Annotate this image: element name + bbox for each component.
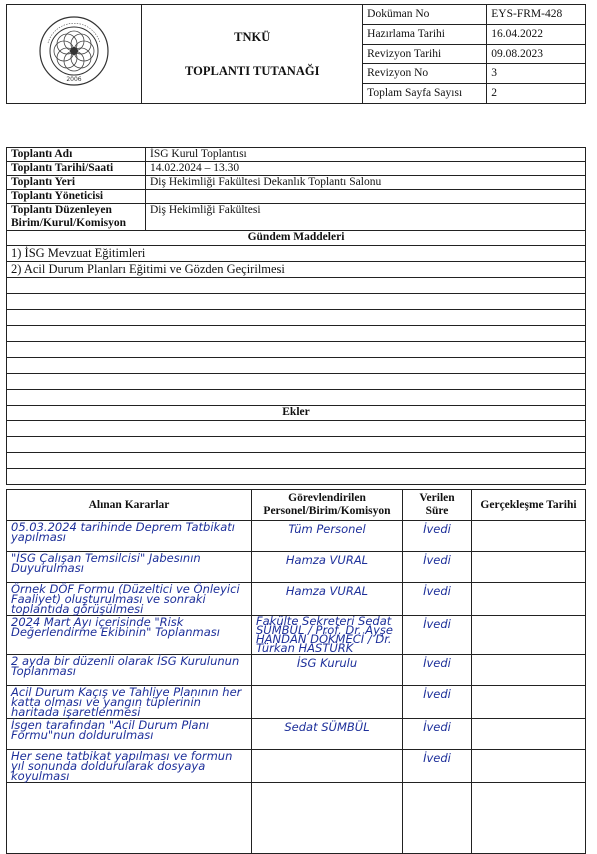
done-cell xyxy=(472,616,586,655)
agenda-title: Gündem Maddeleri xyxy=(7,231,586,246)
meta-key: Revizyon No xyxy=(363,64,487,84)
due-header: Verilen Süre xyxy=(403,490,472,521)
due-text: İvedi xyxy=(403,719,472,750)
attachments-blank-row xyxy=(7,453,586,469)
meeting-date-label: Toplantı Tarihi/Saati xyxy=(7,162,146,176)
agenda-blank-row xyxy=(7,278,586,294)
due-text: İvedi xyxy=(403,616,472,655)
decision-text: 2024 Mart Ayı içerisinde "Risk Değerlendirme Ekibinin" Toplanması xyxy=(7,616,252,655)
agenda-blank-row xyxy=(7,390,586,406)
organizer-label-line1: Toplantı Düzenleyen xyxy=(11,204,112,216)
assigned-text xyxy=(252,783,403,854)
org-name: TNKÜ xyxy=(234,30,271,44)
decision-row xyxy=(7,616,586,655)
decision-text: 05.03.2024 tarihinde Deprem Tatbikatı yapılması xyxy=(7,521,252,552)
assigned-text xyxy=(252,750,403,783)
assigned-text: Tüm Personel xyxy=(252,521,403,552)
due-text: İvedi xyxy=(403,686,472,719)
decision-row xyxy=(7,521,586,552)
done-cell xyxy=(472,583,586,616)
meeting-manager-label: Toplantı Yöneticisi xyxy=(7,190,146,204)
decision-row xyxy=(7,750,586,783)
attachments-blank-row xyxy=(7,469,586,485)
decision-header: Alınan Kararlar xyxy=(7,490,252,521)
agenda-blank-row xyxy=(7,294,586,310)
title-cell xyxy=(142,5,363,104)
attachments-title: Ekler xyxy=(7,406,586,421)
document-title: TOPLANTI TUTANAĞI xyxy=(185,64,320,78)
attachments-blank-row xyxy=(7,421,586,437)
done-cell xyxy=(472,686,586,719)
meta-key: Hazırlama Tarihi xyxy=(363,24,487,44)
done-cell xyxy=(472,719,586,750)
decision-row-empty xyxy=(7,783,586,854)
decision-row xyxy=(7,583,586,616)
due-text xyxy=(403,783,472,854)
due-text: İvedi xyxy=(403,521,472,552)
meta-key: Revizyon Tarihi xyxy=(363,44,487,64)
meta-value: EYS-FRM-428 xyxy=(487,5,586,25)
decisions-table xyxy=(6,489,586,854)
decision-row xyxy=(7,719,586,750)
logo-year: 2006 xyxy=(66,76,82,83)
decision-row xyxy=(7,655,586,686)
agenda-blank-row xyxy=(7,358,586,374)
done-header: Gerçekleşme Tarihi xyxy=(472,490,586,521)
logo-cell xyxy=(7,5,142,104)
university-seal-icon xyxy=(38,15,110,87)
agenda-blank-row xyxy=(7,310,586,326)
assigned-text: Hamza VURAL xyxy=(252,552,403,583)
document-header xyxy=(6,4,586,104)
decision-text: Her sene tatbikat yapılması ve formun yıl sonunda doldurularak dosyaya koyulması xyxy=(7,750,252,783)
meta-value: 09.08.2023 xyxy=(487,44,586,64)
meeting-name: İSG Kurul Toplantısı xyxy=(146,148,586,162)
meeting-info-table xyxy=(6,147,586,485)
due-text: İvedi xyxy=(403,750,472,783)
meta-value: 2 xyxy=(487,84,586,104)
decision-row xyxy=(7,686,586,719)
assigned-text xyxy=(252,686,403,719)
done-cell xyxy=(472,521,586,552)
done-cell xyxy=(472,552,586,583)
due-text: İvedi xyxy=(403,552,472,583)
assigned-text: İSG Kurulu xyxy=(252,655,403,686)
agenda-blank-row xyxy=(7,326,586,342)
meeting-place-label: Toplantı Yeri xyxy=(7,176,146,190)
agenda-item: 1) İSG Mevzuat Eğitimleri xyxy=(7,246,586,262)
meeting-date: 14.02.2024 – 13.30 xyxy=(146,162,586,176)
due-text: İvedi xyxy=(403,583,472,616)
decision-text: 2 ayda bir düzenli olarak İSG Kurulunun Toplanması xyxy=(7,655,252,686)
meeting-place: Diş Hekimliği Fakültesi Dekanlık Toplantı Salonu xyxy=(146,176,586,190)
organizer-label-line2: Birim/Kurul/Komisyon xyxy=(11,217,127,229)
done-cell xyxy=(472,750,586,783)
assigned-header: Görevlendirilen Personel/Birim/Komisyon xyxy=(252,490,403,521)
decision-text: Acil Durum Kaçış ve Tahliye Planının her katta olması ve yangın tüplerinin haritada işaretlenmesi xyxy=(7,686,252,719)
decision-text: Örnek DÖF Formu (Düzeltici ve Önleyici Faaliyet) oluşturulması ve sonraki toplantıda görüşülmesi xyxy=(7,583,252,616)
meta-key: Toplam Sayfa Sayısı xyxy=(363,84,487,104)
decision-text: İsgen tarafından "Acil Durum Planı Formu"nun doldurulması xyxy=(7,719,252,750)
decision-text: "İSG Çalışan Temsilcisi" Jabesının Duyurulması xyxy=(7,552,252,583)
agenda-item: 2) Acil Durum Planları Eğitimi ve Gözden Geçirilmesi xyxy=(7,262,586,278)
meta-key: Doküman No xyxy=(363,5,487,25)
done-cell xyxy=(472,655,586,686)
meeting-manager xyxy=(146,190,586,204)
assigned-text: Sedat SÜMBÜL xyxy=(252,719,403,750)
done-cell xyxy=(472,783,586,854)
decision-row xyxy=(7,552,586,583)
organizer: Diş Hekimliği Fakültesi xyxy=(146,204,586,231)
agenda-blank-row xyxy=(7,374,586,390)
decision-text xyxy=(7,783,252,854)
meeting-name-label: Toplantı Adı xyxy=(7,148,146,162)
due-text: İvedi xyxy=(403,655,472,686)
meta-value: 3 xyxy=(487,64,586,84)
attachments-blank-row xyxy=(7,437,586,453)
organizer-label xyxy=(7,204,146,231)
assigned-text: Hamza VURAL xyxy=(252,583,403,616)
meta-value: 16.04.2022 xyxy=(487,24,586,44)
assigned-text: Fakülte Sekreteri Sedat SÜMBÜL / Prof. Dr. Ayşe HANDAN DÖKMECİ / Dr. Türkan HASTÜRK xyxy=(252,616,403,655)
agenda-blank-row xyxy=(7,342,586,358)
